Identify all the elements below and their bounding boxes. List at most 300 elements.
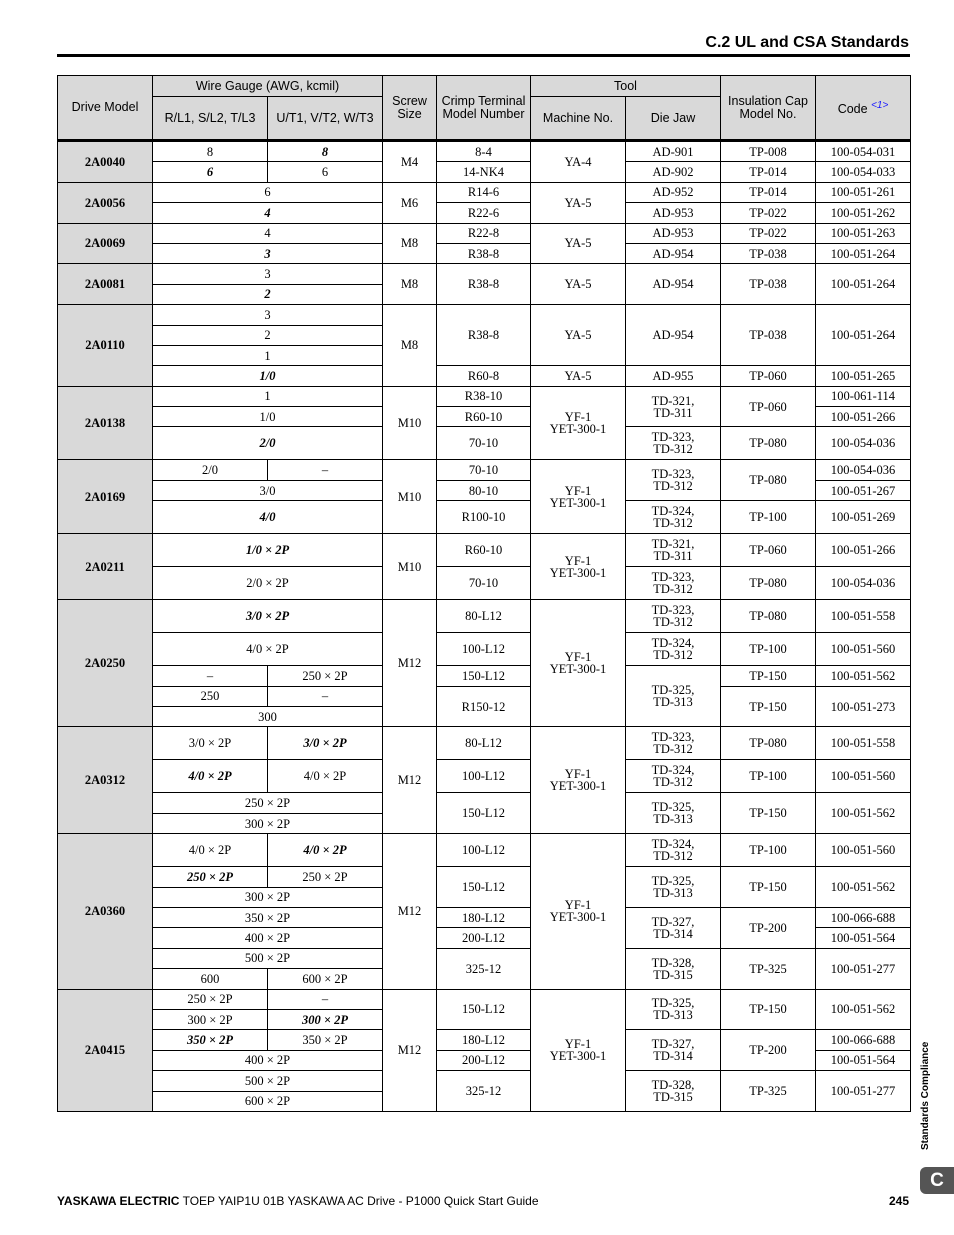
wire-gauge-cell: 250	[153, 686, 268, 706]
side-section-label: Standards Compliance	[920, 1041, 931, 1150]
header-drive-model: Drive Model	[58, 76, 153, 141]
code-cell: 100-051-560	[816, 760, 911, 793]
wire-gauge-cell: 2/0 × 2P	[153, 567, 383, 600]
code-cell: 100-051-560	[816, 834, 911, 867]
header-machine-no: Machine No.	[531, 97, 626, 141]
wire-gauge-cell: 8	[268, 141, 383, 162]
crimp-cell: 100-L12	[437, 633, 531, 666]
table-row	[58, 727, 911, 760]
die-jaw-label: TD-323,	[651, 430, 695, 445]
machine-cell: YA-5	[531, 223, 626, 264]
screw-size-cell: M10	[383, 386, 437, 460]
wire-gauge-cell: 6	[153, 162, 268, 182]
die-jaw-label-2: TD-311	[653, 549, 693, 564]
code-cell: 100-051-262	[816, 203, 911, 223]
code-cell: 100-051-261	[816, 182, 911, 202]
crimp-cell: R22-6	[437, 203, 531, 223]
machine-cell	[531, 386, 626, 460]
die-jaw-label-2: TD-312	[653, 648, 693, 663]
code-cell: 100-054-036	[816, 567, 911, 600]
drive-model-cell: 2A0169	[58, 460, 153, 534]
table-row	[58, 1071, 911, 1091]
wire-gauge-cell: 2/0	[153, 460, 268, 480]
code-cell: 100-051-273	[816, 686, 911, 727]
crimp-cell: 70-10	[437, 460, 531, 480]
header-code	[816, 76, 911, 141]
die-jaw-label-2: TD-312	[653, 849, 693, 864]
crimp-cell: 80-L12	[437, 600, 531, 633]
table-row	[58, 600, 911, 633]
crimp-cell: R150-12	[437, 686, 531, 727]
die-jaw-cell: AD-954	[626, 243, 721, 263]
wire-gauge-cell: 300	[153, 707, 383, 727]
code-cell: 100-066-688	[816, 1030, 911, 1050]
machine-cell	[531, 989, 626, 1111]
die-jaw-label: TD-328,	[651, 955, 695, 970]
table-row	[58, 834, 911, 867]
cap-cell: TP-100	[721, 760, 816, 793]
die-jaw-label: TD-323,	[651, 467, 695, 482]
cap-cell: TP-060	[721, 534, 816, 567]
wire-gauge-cell: 400 × 2P	[153, 928, 383, 948]
cap-cell: TP-325	[721, 948, 816, 989]
wire-gauge-cell: –	[153, 666, 268, 686]
drive-model-cell: 2A0081	[58, 264, 153, 305]
machine-label: YF-1	[564, 410, 592, 425]
cap-cell: TP-100	[721, 633, 816, 666]
code-cell: 100-051-277	[816, 948, 911, 989]
cap-cell: TP-325	[721, 1071, 816, 1112]
wire-gauge-cell: 1/0 × 2P	[153, 534, 383, 567]
crimp-cell: 325-12	[437, 1071, 531, 1112]
machine-label-2: YET-300-1	[549, 662, 607, 677]
crimp-cell: R60-10	[437, 407, 531, 427]
code-cell: 100-051-266	[816, 407, 911, 427]
cap-cell: TP-008	[721, 141, 816, 162]
die-jaw-cell	[626, 989, 721, 1030]
die-jaw-label: TD-327,	[651, 914, 695, 929]
die-jaw-cell	[626, 1071, 721, 1112]
screw-size-cell: M12	[383, 989, 437, 1111]
cap-cell: TP-038	[721, 305, 816, 366]
footer-document-info	[57, 1194, 539, 1208]
screw-size-cell: M10	[383, 460, 437, 534]
cap-cell: TP-080	[721, 567, 816, 600]
wire-gauge-cell: 600 × 2P	[153, 1091, 383, 1111]
code-cell: 100-051-562	[816, 793, 911, 834]
die-jaw-label-2: TD-313	[653, 695, 693, 710]
crimp-cell: R38-8	[437, 305, 531, 366]
die-jaw-label-2: TD-315	[653, 967, 693, 982]
table-row	[58, 182, 911, 202]
crimp-cell: 70-10	[437, 567, 531, 600]
die-jaw-label-2: TD-314	[653, 926, 693, 941]
die-jaw-label: TD-328,	[651, 1078, 695, 1092]
wire-gauge-cell: 250 × 2P	[153, 867, 268, 887]
code-cell: 100-051-558	[816, 600, 911, 633]
die-jaw-cell	[626, 907, 721, 948]
wire-gauge-cell: 600	[153, 969, 268, 989]
crimp-cell: 14-NK4	[437, 162, 531, 182]
machine-label-2: YET-300-1	[549, 1049, 607, 1064]
machine-label: YF-1	[564, 767, 592, 782]
header-code-label: Code	[837, 102, 868, 117]
crimp-cell: R60-10	[437, 534, 531, 567]
table-row	[58, 366, 911, 386]
screw-size-cell: M12	[383, 834, 437, 989]
code-cell: 100-051-564	[816, 928, 911, 948]
crimp-cell: 100-L12	[437, 834, 531, 867]
screw-size-cell: M12	[383, 727, 437, 834]
die-jaw-label-2: TD-311	[653, 405, 693, 420]
table-row	[58, 501, 911, 534]
machine-label: YF-1	[564, 1037, 592, 1052]
die-jaw-label-2: TD-312	[653, 516, 693, 531]
wire-gauge-cell: 350 × 2P	[268, 1030, 383, 1050]
code-cell: 100-051-264	[816, 264, 911, 305]
cap-cell: TP-080	[721, 427, 816, 460]
wire-gauge-cell: 400 × 2P	[153, 1050, 383, 1070]
die-jaw-label: TD-324,	[651, 504, 695, 519]
crimp-cell: 150-L12	[437, 666, 531, 686]
cap-cell: TP-150	[721, 793, 816, 834]
die-jaw-label-2: TD-313	[653, 1008, 693, 1023]
header-insulation-cap: Insulation Cap Model No.	[721, 76, 816, 141]
code-cell: 100-061-114	[816, 386, 911, 406]
wire-gauge-cell: 250 × 2P	[153, 793, 383, 813]
crimp-cell: 200-L12	[437, 1050, 531, 1070]
drive-model-cell: 2A0138	[58, 386, 153, 460]
code-cell: 100-051-562	[816, 989, 911, 1030]
wire-gauge-cell: 3/0 × 2P	[268, 727, 383, 760]
wire-gauge-cell: 250 × 2P	[268, 666, 383, 686]
crimp-cell: R38-10	[437, 386, 531, 406]
die-jaw-label: TD-323,	[651, 570, 695, 585]
crimp-cell: 150-L12	[437, 867, 531, 908]
drive-model-cell: 2A0415	[58, 989, 153, 1111]
title-rule	[57, 54, 910, 57]
die-jaw-cell	[626, 460, 721, 501]
cap-cell: TP-150	[721, 867, 816, 908]
die-jaw-cell	[626, 727, 721, 760]
code-footnote-link[interactable]: <1>	[871, 99, 889, 111]
code-cell: 100-051-558	[816, 727, 911, 760]
die-jaw-cell	[626, 867, 721, 908]
wire-gauge-cell: 600 × 2P	[268, 969, 383, 989]
machine-label-2: YET-300-1	[549, 565, 607, 580]
code-cell: 100-051-263	[816, 223, 911, 243]
die-jaw-label-2: TD-312	[653, 479, 693, 494]
wire-gauge-cell: –	[268, 989, 383, 1009]
screw-size-cell: M12	[383, 600, 437, 727]
die-jaw-label: TD-325,	[651, 800, 695, 815]
wire-gauge-cell: 1	[153, 386, 383, 406]
code-cell: 100-051-266	[816, 534, 911, 567]
crimp-cell: R22-8	[437, 223, 531, 243]
code-cell: 100-051-562	[816, 666, 911, 686]
machine-label: YF-1	[564, 898, 592, 913]
code-cell: 100-054-036	[816, 427, 911, 460]
crimp-cell: 100-L12	[437, 760, 531, 793]
drive-model-cell: 2A0056	[58, 182, 153, 223]
header-output-terminals: U/T1, V/T2, W/T3	[268, 97, 383, 141]
die-jaw-cell: AD-954	[626, 264, 721, 305]
screw-size-cell: M8	[383, 223, 437, 264]
die-jaw-label: TD-321,	[651, 393, 695, 408]
cap-cell: TP-150	[721, 666, 816, 686]
machine-cell: YA-5	[531, 182, 626, 223]
screw-size-cell: M6	[383, 182, 437, 223]
wire-gauge-cell: 6	[268, 162, 383, 182]
wire-gauge-cell: 1/0	[153, 407, 383, 427]
machine-cell: YA-5	[531, 366, 626, 386]
table-row	[58, 203, 911, 223]
table-row	[58, 534, 911, 567]
crimp-cell: R38-8	[437, 243, 531, 263]
machine-cell: YA-4	[531, 141, 626, 183]
wire-gauge-cell: 300 × 2P	[153, 1009, 268, 1029]
machine-label: YF-1	[564, 553, 592, 568]
wire-gauge-cell: 3/0	[153, 480, 383, 500]
wire-gauge-cell: –	[268, 686, 383, 706]
machine-cell	[531, 834, 626, 989]
die-jaw-cell	[626, 793, 721, 834]
die-jaw-label-2: TD-313	[653, 812, 693, 827]
wire-gauge-cell: 4	[153, 223, 383, 243]
die-jaw-label-2: TD-312	[653, 775, 693, 790]
table-row	[58, 867, 911, 887]
cap-cell: TP-080	[721, 727, 816, 760]
wire-gauge-cell: 300 × 2P	[153, 887, 383, 907]
machine-cell	[531, 460, 626, 534]
drive-model-cell: 2A0040	[58, 141, 153, 183]
die-jaw-cell	[626, 666, 721, 727]
cap-cell: TP-022	[721, 223, 816, 243]
wire-gauge-cell: 6	[153, 182, 383, 202]
wire-gauge-cell: 3	[153, 243, 383, 263]
die-jaw-label-2: TD-312	[653, 582, 693, 597]
die-jaw-cell: AD-901	[626, 141, 721, 162]
code-cell: 100-051-264	[816, 305, 911, 366]
table-row	[58, 948, 911, 968]
screw-size-cell: M10	[383, 534, 437, 600]
wire-gauge-cell: 4/0 × 2P	[153, 834, 268, 867]
die-jaw-label: TD-325,	[651, 996, 695, 1011]
table-row	[58, 1030, 911, 1050]
wire-gauge-cell: 250 × 2P	[153, 989, 268, 1009]
wire-gauge-cell: 4	[153, 203, 383, 223]
wire-gauge-cell: 300 × 2P	[268, 1009, 383, 1029]
die-jaw-cell: AD-953	[626, 223, 721, 243]
cap-cell: TP-080	[721, 460, 816, 501]
code-cell: 100-051-265	[816, 366, 911, 386]
table-row	[58, 427, 911, 460]
die-jaw-cell	[626, 567, 721, 600]
machine-label-2: YET-300-1	[549, 422, 607, 437]
header-screw-size: Screw Size	[383, 76, 437, 141]
table-row	[58, 162, 911, 182]
cap-cell: TP-200	[721, 1030, 816, 1071]
table-row	[58, 386, 911, 406]
table-row	[58, 666, 911, 686]
machine-label-2: YET-300-1	[549, 910, 607, 925]
crimp-cell: 180-L12	[437, 907, 531, 927]
machine-label-2: YET-300-1	[549, 779, 607, 794]
cap-cell: TP-038	[721, 243, 816, 263]
crimp-cell: 80-L12	[437, 727, 531, 760]
die-jaw-label: TD-324,	[651, 837, 695, 852]
die-jaw-label-2: TD-312	[653, 442, 693, 457]
die-jaw-cell	[626, 427, 721, 460]
cap-cell: TP-100	[721, 501, 816, 534]
wire-gauge-cell: 300 × 2P	[153, 813, 383, 833]
die-jaw-cell	[626, 1030, 721, 1071]
machine-cell: YA-5	[531, 264, 626, 305]
die-jaw-cell	[626, 633, 721, 666]
machine-cell	[531, 600, 626, 727]
drive-model-cell: 2A0250	[58, 600, 153, 727]
die-jaw-cell	[626, 948, 721, 989]
machine-label: YF-1	[564, 650, 592, 665]
table-row	[58, 223, 911, 243]
code-cell: 100-066-688	[816, 907, 911, 927]
die-jaw-label-2: TD-313	[653, 886, 693, 901]
code-cell: 100-051-264	[816, 243, 911, 263]
wire-gauge-table	[57, 75, 911, 1112]
screw-size-cell: M8	[383, 305, 437, 387]
wire-gauge-cell: –	[268, 460, 383, 480]
die-jaw-cell: AD-902	[626, 162, 721, 182]
table-row	[58, 633, 911, 666]
die-jaw-label: TD-323,	[651, 730, 695, 745]
wire-gauge-cell: 4/0	[153, 501, 383, 534]
wire-gauge-cell: 4/0 × 2P	[268, 834, 383, 867]
code-cell: 100-054-033	[816, 162, 911, 182]
wire-gauge-cell: 3/0 × 2P	[153, 600, 383, 633]
die-jaw-label-2: TD-312	[653, 615, 693, 630]
code-cell: 100-051-277	[816, 1071, 911, 1112]
machine-cell	[531, 727, 626, 834]
machine-cell: YA-5	[531, 305, 626, 366]
table-row	[58, 264, 911, 284]
die-jaw-label: TD-323,	[651, 603, 695, 618]
crimp-cell: R14-6	[437, 182, 531, 202]
cap-cell: TP-060	[721, 386, 816, 427]
die-jaw-cell: AD-952	[626, 182, 721, 202]
cap-cell: TP-022	[721, 203, 816, 223]
code-cell: 100-051-564	[816, 1050, 911, 1070]
wire-gauge-cell: 2	[153, 284, 383, 304]
cap-cell: TP-150	[721, 989, 816, 1030]
wire-gauge-cell: 2	[153, 325, 383, 345]
die-jaw-label: TD-324,	[651, 636, 695, 651]
die-jaw-cell	[626, 834, 721, 867]
cap-cell: TP-014	[721, 182, 816, 202]
table-row	[58, 460, 911, 480]
cap-cell: TP-060	[721, 366, 816, 386]
header-crimp-terminal: Crimp Terminal Model Number	[437, 76, 531, 141]
crimp-cell: 8-4	[437, 141, 531, 162]
die-jaw-label-2: TD-315	[653, 1090, 693, 1104]
table-row	[58, 567, 911, 600]
die-jaw-label: TD-325,	[651, 683, 695, 698]
crimp-cell: 325-12	[437, 948, 531, 989]
screw-size-cell: M4	[383, 141, 437, 183]
drive-model-cell: 2A0211	[58, 534, 153, 600]
die-jaw-cell	[626, 386, 721, 427]
drive-model-cell: 2A0360	[58, 834, 153, 989]
die-jaw-label-2: TD-312	[653, 742, 693, 757]
code-cell: 100-054-031	[816, 141, 911, 162]
die-jaw-label: TD-325,	[651, 874, 695, 889]
header-tool: Tool	[531, 76, 721, 97]
wire-gauge-cell: 2/0	[153, 427, 383, 460]
wire-gauge-cell: 4/0 × 2P	[153, 760, 268, 793]
crimp-cell: 180-L12	[437, 1030, 531, 1050]
wire-gauge-cell: 1	[153, 345, 383, 365]
header-wire-gauge: Wire Gauge (AWG, kcmil)	[153, 76, 383, 97]
table-row	[58, 305, 911, 325]
wire-gauge-cell: 350 × 2P	[153, 1030, 268, 1050]
header-input-terminals: R/L1, S/L2, T/L3	[153, 97, 268, 141]
wire-gauge-cell: 4/0 × 2P	[153, 633, 383, 666]
die-jaw-cell	[626, 501, 721, 534]
page-number: 245	[888, 1194, 909, 1208]
table-row	[58, 760, 911, 793]
die-jaw-cell: AD-954	[626, 305, 721, 366]
table-row	[58, 989, 911, 1009]
die-jaw-label: TD-324,	[651, 763, 695, 778]
wire-gauge-cell: 350 × 2P	[153, 907, 383, 927]
table-row	[58, 243, 911, 263]
crimp-cell: 150-L12	[437, 793, 531, 834]
header-die-jaw: Die Jaw	[626, 97, 721, 141]
crimp-cell: 150-L12	[437, 989, 531, 1030]
wire-gauge-cell: 8	[153, 141, 268, 162]
cap-cell: TP-038	[721, 264, 816, 305]
die-jaw-cell: AD-955	[626, 366, 721, 386]
crimp-cell: 80-10	[437, 480, 531, 500]
code-cell: 100-051-560	[816, 633, 911, 666]
machine-label-2: YET-300-1	[549, 495, 607, 510]
die-jaw-cell: AD-953	[626, 203, 721, 223]
wire-gauge-cell: 500 × 2P	[153, 948, 383, 968]
drive-model-cell: 2A0110	[58, 305, 153, 387]
machine-label: YF-1	[564, 483, 592, 498]
wire-gauge-cell: 500 × 2P	[153, 1071, 383, 1091]
cap-cell: TP-200	[721, 907, 816, 948]
appendix-tab-badge[interactable]: C	[920, 1167, 954, 1194]
cap-cell: TP-080	[721, 600, 816, 633]
machine-cell	[531, 534, 626, 600]
footer-brand: YASKAWA ELECTRIC	[57, 1194, 180, 1208]
wire-gauge-cell: 3/0 × 2P	[153, 727, 268, 760]
die-jaw-label: TD-327,	[651, 1037, 695, 1052]
wire-gauge-cell: 4/0 × 2P	[268, 760, 383, 793]
wire-gauge-cell: 3	[153, 264, 383, 284]
table-row	[58, 907, 911, 927]
code-cell: 100-051-269	[816, 501, 911, 534]
cap-cell: TP-100	[721, 834, 816, 867]
code-cell: 100-054-036	[816, 460, 911, 480]
wire-gauge-cell: 250 × 2P	[268, 867, 383, 887]
wire-gauge-cell: 1/0	[153, 366, 383, 386]
section-title: C.2 UL and CSA Standards	[705, 34, 909, 51]
screw-size-cell: M8	[383, 264, 437, 305]
footer-doc-title: TOEP YAIP1U 01B YASKAWA AC Drive - P1000 Quick Start Guide	[179, 1194, 539, 1208]
wire-gauge-cell: 3	[153, 305, 383, 325]
crimp-cell: R60-8	[437, 366, 531, 386]
